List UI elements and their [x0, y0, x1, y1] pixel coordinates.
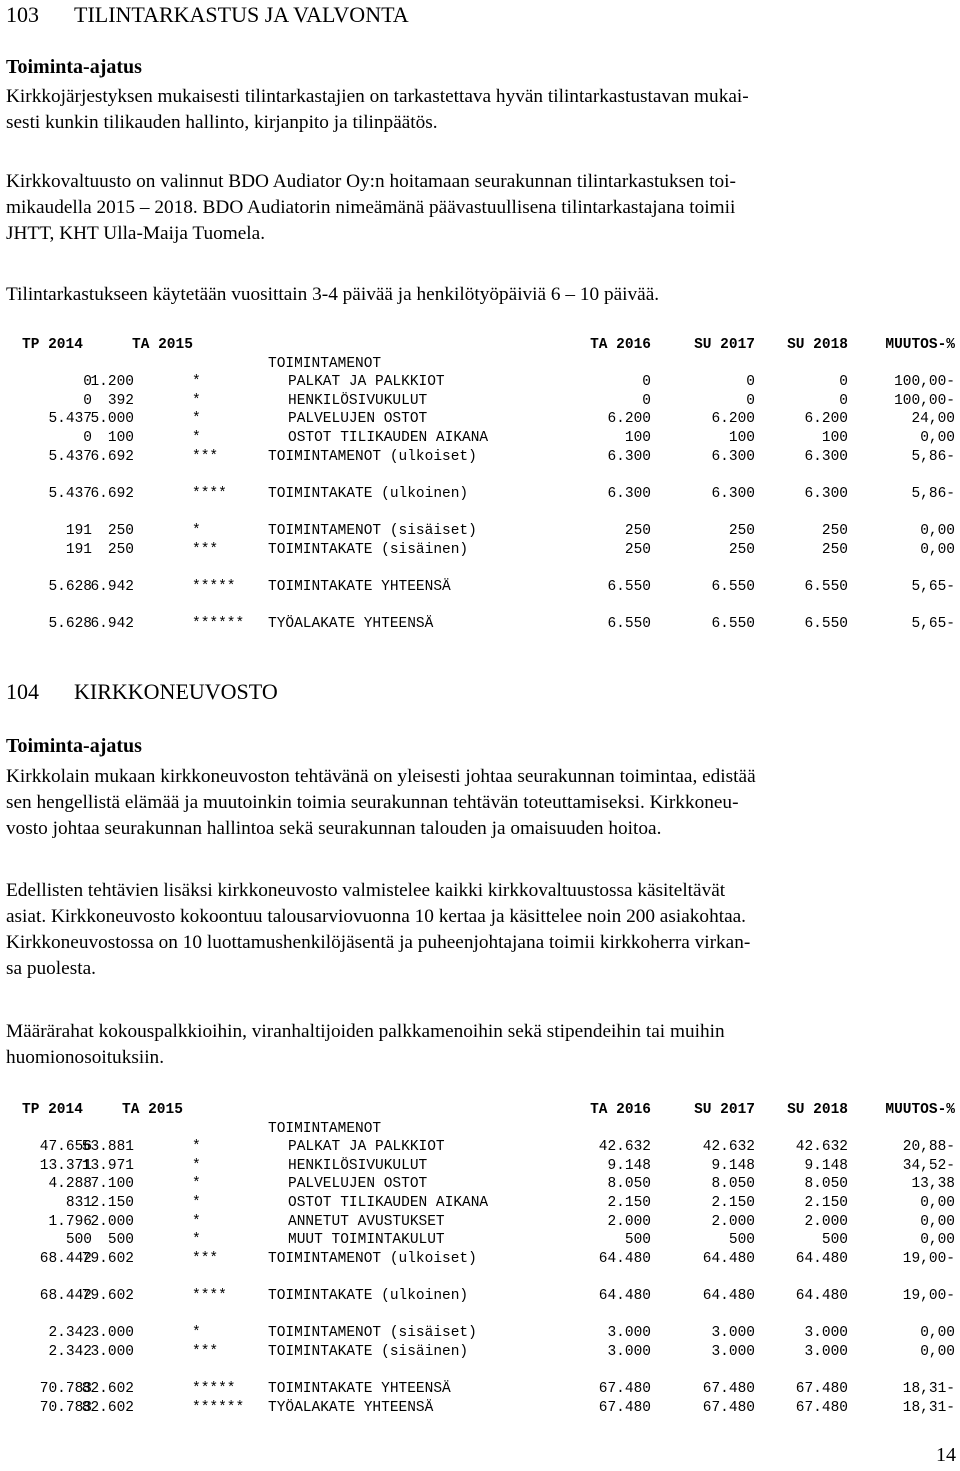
cell-tp2014: 5.437: [48, 485, 92, 502]
cell-su2017: 42.632: [702, 1139, 755, 1156]
cell-label: PALVELUJEN OSTOT: [288, 1176, 428, 1193]
cell-label: OSTOT TILIKAUDEN AIKANA: [288, 429, 489, 446]
cell-su2018: 6.200: [804, 411, 848, 428]
cell-su2017: 3.000: [711, 1343, 755, 1360]
table-header: [0, 1101, 960, 1120]
cell-muutos: 18,31-: [902, 1380, 955, 1397]
cell-su2017: 6.200: [711, 411, 755, 428]
cell-label: OSTOT TILIKAUDEN AIKANA: [288, 1194, 489, 1211]
table-row: [0, 541, 960, 560]
cell-tp2014: 1.796: [48, 1213, 92, 1230]
cell-tp2014: 191: [65, 522, 92, 539]
cell-muutos: 5,86-: [911, 485, 955, 502]
cell-muutos: 19,00-: [902, 1250, 955, 1267]
cell-muutos: 0,00: [920, 1213, 955, 1230]
header-ta2016: TA 2016: [590, 1102, 651, 1118]
table-spacer: [0, 1306, 960, 1325]
cell-ta2016: 67.480: [598, 1399, 651, 1416]
cell-ta2016: 3.000: [607, 1343, 651, 1360]
cell-su2018: 500: [821, 1232, 848, 1249]
cell-label: TOIMINTAMENOT (ulkoiset): [268, 1250, 477, 1267]
table-section-row: [0, 355, 960, 374]
cell-ta2016: 100: [624, 429, 651, 446]
cell-level: *****: [192, 578, 236, 595]
cell-ta2015: 392: [107, 392, 134, 409]
table-spacer: [0, 559, 960, 578]
cell-tp2014: 2.342: [48, 1343, 92, 1360]
cell-su2017: 8.050: [711, 1176, 755, 1193]
cell-label: TOIMINTAKATE (ulkoinen): [268, 1287, 469, 1304]
section-number: 104: [6, 679, 39, 704]
cell-ta2016: 42.632: [598, 1139, 651, 1156]
cell-tp2014: 68.442: [39, 1250, 92, 1267]
cell-su2018: 250: [821, 541, 848, 558]
cell-ta2015: 79.602: [81, 1287, 134, 1304]
cell-su2018: 8.050: [804, 1176, 848, 1193]
cell-ta2015: 79.602: [81, 1250, 134, 1267]
cell-su2017: 67.480: [702, 1380, 755, 1397]
cell-tp2014: 5.628: [48, 615, 92, 632]
cell-label: HENKILÖSIVUKULUT: [288, 392, 428, 409]
cell-level: ***: [192, 448, 219, 465]
cell-su2018: 9.148: [804, 1157, 848, 1174]
cell-level: *: [192, 411, 201, 428]
cell-level: ***: [192, 1250, 219, 1267]
cell-muutos: 18,31-: [902, 1399, 955, 1416]
cell-label: HENKILÖSIVUKULUT: [288, 1157, 428, 1174]
section-subtitle: Toiminta-ajatus: [6, 56, 142, 78]
cell-su2017: 2.000: [711, 1213, 755, 1230]
cell-ta2016: 2.000: [607, 1213, 651, 1230]
cell-level: *: [192, 522, 201, 539]
cell-ta2015: 1.200: [90, 374, 134, 391]
header-su2018: SU 2018: [787, 1102, 848, 1118]
cell-muutos: 13,38: [911, 1176, 955, 1193]
cell-label: TOIMINTAKATE YHTEENSÄ: [268, 578, 451, 595]
cell-su2017: 0: [746, 392, 755, 409]
page-number: 14: [936, 1444, 956, 1466]
cell-tp2014: 0: [83, 429, 92, 446]
cell-ta2016: 6.300: [607, 485, 651, 502]
cell-muutos: 0,00: [920, 522, 955, 539]
cell-level: *: [192, 392, 201, 409]
cell-tp2014: 47.656: [39, 1139, 92, 1156]
cell-level: ***: [192, 541, 219, 558]
cell-label: TOIMINTAKATE (ulkoinen): [268, 485, 469, 502]
paragraph: Tilintarkastukseen käytetään vuosittain 3-4 päivää ja henkilötyöpäiviä 6 – 10 päivää.: [6, 284, 660, 305]
cell-level: ***: [192, 1343, 219, 1360]
cell-su2018: 3.000: [804, 1343, 848, 1360]
table-row: [0, 522, 960, 541]
cell-ta2016: 8.050: [607, 1176, 651, 1193]
cell-level: ******: [192, 615, 245, 632]
cell-ta2015: 82.602: [81, 1399, 134, 1416]
cell-level: *: [192, 1176, 201, 1193]
section-number: 103: [6, 2, 39, 27]
cell-label: TYÖALAKATE YHTEENSÄ: [268, 615, 434, 632]
header-su2018: SU 2018: [787, 337, 848, 353]
budget-table: [0, 336, 960, 634]
table-row: [0, 1213, 960, 1232]
table-row: [0, 1343, 960, 1362]
cell-su2018: 2.000: [804, 1213, 848, 1230]
cell-su2018: 2.150: [804, 1194, 848, 1211]
header-su2017: SU 2017: [694, 1102, 755, 1118]
cell-su2017: 500: [728, 1232, 755, 1249]
table-row: [0, 1250, 960, 1269]
cell-su2017: 0: [746, 374, 755, 391]
cell-tp2014: 13.371: [39, 1157, 92, 1174]
cell-su2017: 100: [728, 429, 755, 446]
paragraph: Kirkkojärjestyksen mukaisesti tilintarkastajien on tarkastettava hyvän tilintarkastustavan mukai- sesti kunkin tilikauden hallinto, kirjanpito ja tilinpäätös.: [6, 86, 749, 133]
table-row: [0, 429, 960, 448]
cell-ta2016: 6.550: [607, 615, 651, 632]
cell-su2018: 6.550: [804, 615, 848, 632]
table-row: [0, 392, 960, 411]
cell-ta2016: 0: [642, 392, 651, 409]
cell-ta2016: 6.550: [607, 578, 651, 595]
cell-ta2015: 3.000: [90, 1325, 134, 1342]
table-row: [0, 410, 960, 429]
cell-label: TOIMINTAMENOT (sisäiset): [268, 1325, 477, 1342]
cell-muutos: 0,00: [920, 1232, 955, 1249]
cell-su2018: 250: [821, 522, 848, 539]
paragraph: Kirkkolain mukaan kirkkoneuvoston tehtävänä on yleisesti johtaa seurakunnan toimintaa, edistää sen hengellistä elämää ja muutoinkin toimia seurakunnan tehtävän toteuttamiseksi. Kirkkoneu- vosto johtaa seurakunnan hallintoa sekä seurakunnan talouden ja omaisuuden hoitoa.: [6, 766, 756, 839]
cell-muutos: 20,88-: [902, 1139, 955, 1156]
cell-label: TOIMINTAMENOT (ulkoiset): [268, 448, 477, 465]
header-ta2016: TA 2016: [590, 337, 651, 353]
cell-label: PALKAT JA PALKKIOT: [288, 374, 445, 391]
cell-level: ****: [192, 485, 227, 502]
section-subtitle: Toiminta-ajatus: [6, 735, 142, 757]
cell-su2018: 6.300: [804, 485, 848, 502]
table-spacer: [0, 466, 960, 485]
cell-muutos: 0,00: [920, 541, 955, 558]
header-tp2014: TP 2014: [22, 1102, 83, 1118]
cell-su2018: 0: [839, 392, 848, 409]
paragraph: Edellisten tehtävien lisäksi kirkkoneuvosto valmistelee kaikki kirkkovaltuustossa käsiteltävät asiat. Kirkkoneuvosto kokoontuu talousarviovuonna 10 kertaa ja käsittelee noin 200 asiakohtaa. Kirkkoneuvostossa on 10 luottamushenkilöjäsentä ja puheenjohtajana toimii kirkkoherra virkan- sa puolesta.: [6, 880, 751, 979]
cell-ta2015: 2.000: [90, 1213, 134, 1230]
cell-su2018: 6.300: [804, 448, 848, 465]
cell-tp2014: 500: [65, 1232, 92, 1249]
header-muutos: MUUTOS-%: [885, 337, 955, 353]
table-spacer: [0, 503, 960, 522]
cell-label: TOIMINTAKATE (sisäinen): [268, 541, 469, 558]
cell-tp2014: 4.288: [48, 1176, 92, 1193]
cell-muutos: 0,00: [920, 1194, 955, 1211]
cell-ta2015: 6.942: [90, 578, 134, 595]
cell-su2017: 6.550: [711, 578, 755, 595]
cell-ta2016: 64.480: [598, 1250, 651, 1267]
cell-su2017: 6.300: [711, 448, 755, 465]
cell-su2017: 64.480: [702, 1287, 755, 1304]
cell-level: *: [192, 374, 201, 391]
cell-level: *: [192, 1194, 201, 1211]
cell-label: PALKAT JA PALKKIOT: [288, 1139, 445, 1156]
cell-ta2015: 2.150: [90, 1194, 134, 1211]
table-spacer: [0, 596, 960, 615]
header-su2017: SU 2017: [694, 337, 755, 353]
header-ta2015: TA 2015: [132, 337, 193, 353]
table-spacer: [0, 1268, 960, 1287]
cell-su2017: 250: [728, 541, 755, 558]
table-row: [0, 373, 960, 392]
cell-ta2016: 500: [624, 1232, 651, 1249]
cell-muutos: 100,00-: [894, 374, 955, 391]
cell-level: *: [192, 1213, 201, 1230]
cell-muutos: 19,00-: [902, 1287, 955, 1304]
cell-ta2015: 250: [107, 522, 134, 539]
cell-su2018: 3.000: [804, 1325, 848, 1342]
cell-muutos: 5,86-: [911, 448, 955, 465]
table-row: [0, 578, 960, 597]
cell-level: *: [192, 429, 201, 446]
cell-level: *: [192, 1157, 201, 1174]
cell-su2018: 67.480: [795, 1380, 848, 1397]
table-row: [0, 1287, 960, 1306]
cell-tp2014: 5.437: [48, 411, 92, 428]
cell-ta2015: 82.602: [81, 1380, 134, 1397]
cell-ta2016: 250: [624, 541, 651, 558]
cell-muutos: 0,00: [920, 429, 955, 446]
table-row: [0, 1175, 960, 1194]
section-heading: [6, 2, 409, 28]
table-row: [0, 1138, 960, 1157]
cell-su2018: 67.480: [795, 1399, 848, 1416]
cell-ta2015: 13.971: [81, 1157, 134, 1174]
cell-su2017: 6.300: [711, 485, 755, 502]
table-row: [0, 485, 960, 504]
section-title: KIRKKONEUVOSTO: [74, 679, 278, 704]
cell-tp2014: 5.437: [48, 448, 92, 465]
section-heading: [6, 679, 278, 705]
cell-su2018: 100: [821, 429, 848, 446]
cell-ta2016: 3.000: [607, 1325, 651, 1342]
cell-ta2015: 250: [107, 541, 134, 558]
cell-tp2014: 70.783: [39, 1399, 92, 1416]
cell-ta2015: 6.692: [90, 485, 134, 502]
section-label: TOIMINTAMENOT: [268, 1120, 382, 1137]
cell-muutos: 5,65-: [911, 615, 955, 632]
cell-tp2014: 68.442: [39, 1287, 92, 1304]
table-row: [0, 1231, 960, 1250]
cell-level: ****: [192, 1287, 227, 1304]
cell-muutos: 5,65-: [911, 578, 955, 595]
cell-su2017: 67.480: [702, 1399, 755, 1416]
cell-tp2014: 5.628: [48, 578, 92, 595]
table-section-row: [0, 1120, 960, 1139]
cell-ta2015: 100: [107, 429, 134, 446]
cell-ta2016: 6.300: [607, 448, 651, 465]
table-header: [0, 336, 960, 355]
cell-su2018: 64.480: [795, 1250, 848, 1267]
budget-table: [0, 1101, 960, 1417]
cell-level: ******: [192, 1399, 245, 1416]
cell-level: *****: [192, 1380, 236, 1397]
cell-level: *: [192, 1139, 201, 1156]
cell-muutos: 0,00: [920, 1343, 955, 1360]
cell-su2018: 0: [839, 374, 848, 391]
header-ta2015: TA 2015: [122, 1102, 183, 1118]
cell-ta2015: 6.942: [90, 615, 134, 632]
cell-ta2015: 3.000: [90, 1343, 134, 1360]
table-row: [0, 1157, 960, 1176]
cell-muutos: 0,00: [920, 1325, 955, 1342]
cell-muutos: 24,00: [911, 411, 955, 428]
header-tp2014: TP 2014: [22, 337, 83, 353]
table-row: [0, 1324, 960, 1343]
cell-tp2014: 70.783: [39, 1380, 92, 1397]
cell-ta2016: 9.148: [607, 1157, 651, 1174]
cell-ta2015: 7.100: [90, 1176, 134, 1193]
cell-label: TOIMINTAKATE (sisäinen): [268, 1343, 469, 1360]
cell-su2017: 250: [728, 522, 755, 539]
cell-ta2016: 0: [642, 374, 651, 391]
cell-muutos: 100,00-: [894, 392, 955, 409]
cell-label: TOIMINTAMENOT (sisäiset): [268, 522, 477, 539]
cell-su2017: 6.550: [711, 615, 755, 632]
cell-ta2016: 250: [624, 522, 651, 539]
cell-ta2015: 53.881: [81, 1139, 134, 1156]
section-title: TILINTARKASTUS JA VALVONTA: [74, 2, 409, 27]
cell-su2017: 2.150: [711, 1194, 755, 1211]
cell-level: *: [192, 1325, 201, 1342]
paragraph: Määrärahat kokouspalkkioihin, viranhaltijoiden palkkamenoihin sekä stipendeihin tai muihin huomionosoituksiin.: [6, 1021, 725, 1068]
cell-su2018: 64.480: [795, 1287, 848, 1304]
cell-label: PALVELUJEN OSTOT: [288, 411, 428, 428]
header-muutos: MUUTOS-%: [885, 1102, 955, 1118]
cell-su2018: 6.550: [804, 578, 848, 595]
cell-label: MUUT TOIMINTAKULUT: [288, 1232, 445, 1249]
cell-label: TYÖALAKATE YHTEENSÄ: [268, 1399, 434, 1416]
cell-ta2016: 67.480: [598, 1380, 651, 1397]
cell-tp2014: 0: [83, 392, 92, 409]
cell-tp2014: 191: [65, 541, 92, 558]
cell-su2017: 9.148: [711, 1157, 755, 1174]
paragraph: Kirkkovaltuusto on valinnut BDO Audiator Oy:n hoitamaan seurakunnan tilintarkastuksen toi- mikaudella 2015 – 2018. BDO Audiatorin nimeämänä päävastuullisena tilintarkastajana toimii JHTT, KHT Ulla-Maija Tuomela.: [6, 171, 736, 244]
table-row: [0, 615, 960, 634]
table-row: [0, 1194, 960, 1213]
table-spacer: [0, 1361, 960, 1380]
cell-ta2016: 2.150: [607, 1194, 651, 1211]
cell-label: TOIMINTAKATE YHTEENSÄ: [268, 1380, 451, 1397]
cell-su2017: 64.480: [702, 1250, 755, 1267]
table-row: [0, 1380, 960, 1399]
cell-tp2014: 2.342: [48, 1325, 92, 1342]
cell-ta2016: 6.200: [607, 411, 651, 428]
cell-ta2015: 500: [107, 1232, 134, 1249]
cell-level: *: [192, 1232, 201, 1249]
cell-tp2014: 0: [83, 374, 92, 391]
cell-ta2015: 6.692: [90, 448, 134, 465]
table-row: [0, 448, 960, 467]
section-label: TOIMINTAMENOT: [268, 355, 382, 372]
cell-tp2014: 831: [65, 1194, 92, 1211]
cell-su2017: 3.000: [711, 1325, 755, 1342]
cell-muutos: 34,52-: [902, 1157, 955, 1174]
cell-su2018: 42.632: [795, 1139, 848, 1156]
table-row: [0, 1399, 960, 1418]
cell-ta2015: 5.000: [90, 411, 134, 428]
cell-ta2016: 64.480: [598, 1287, 651, 1304]
cell-label: ANNETUT AVUSTUKSET: [288, 1213, 445, 1230]
